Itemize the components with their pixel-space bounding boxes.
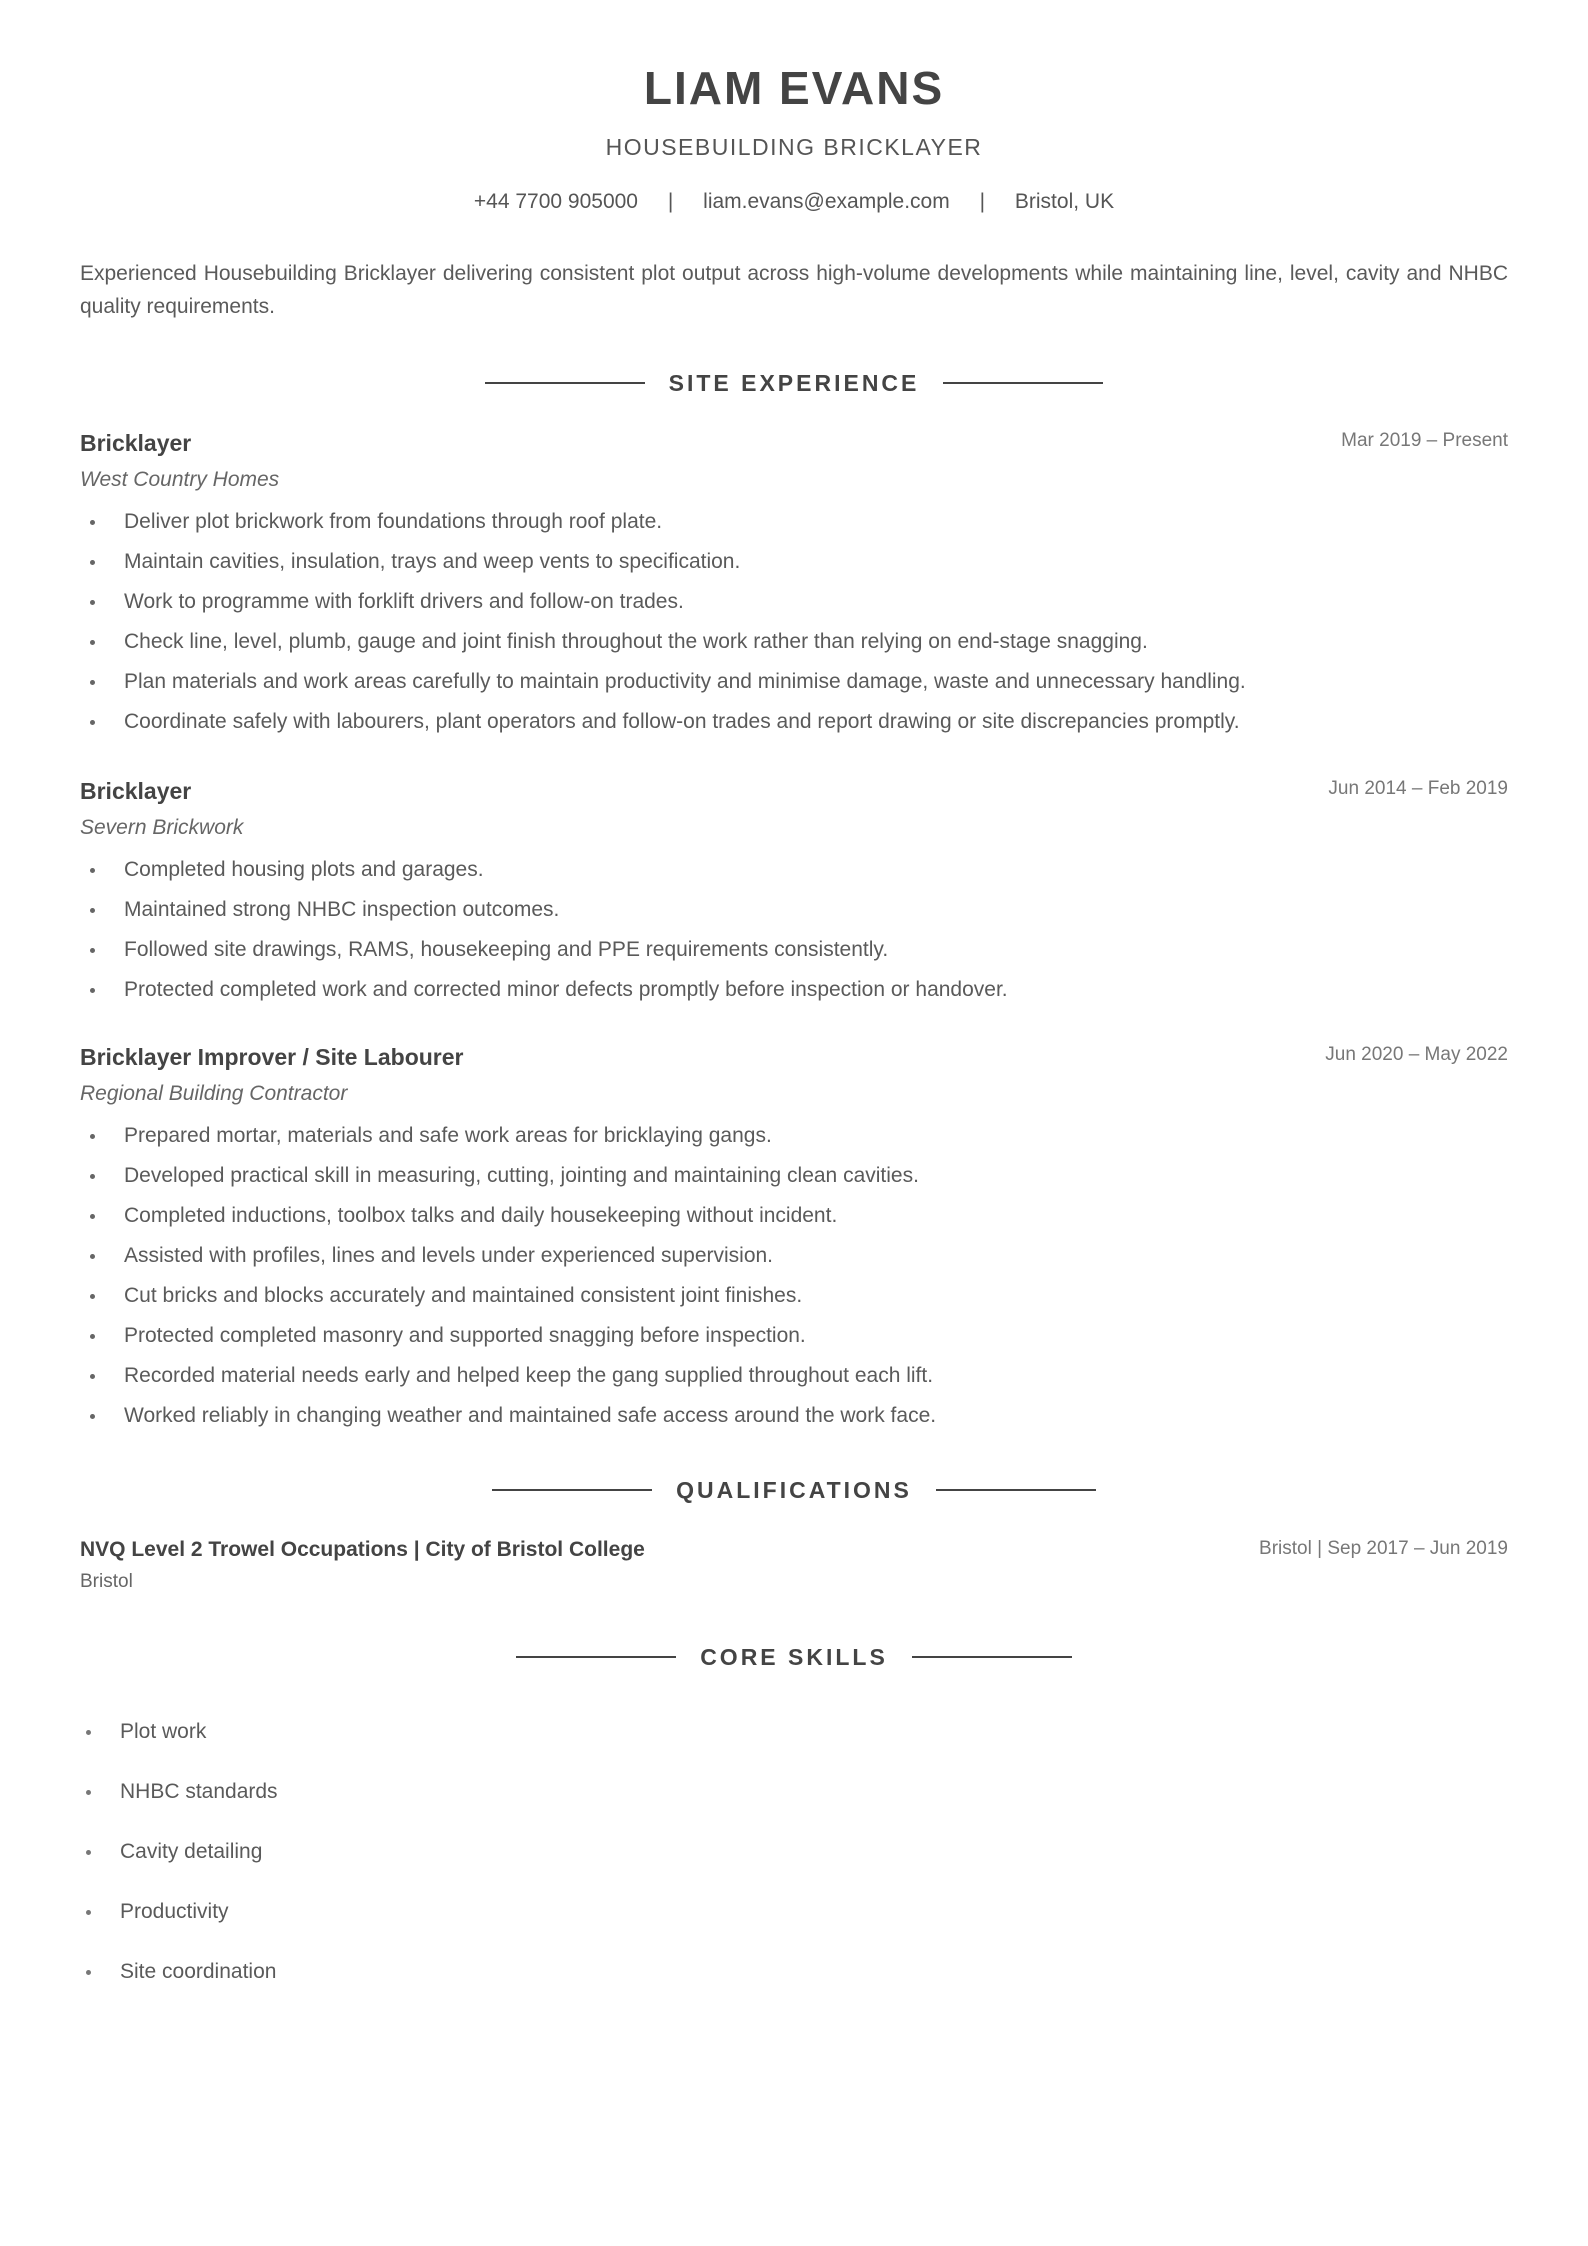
bullet-dot bbox=[90, 948, 95, 953]
heading-rule-right bbox=[936, 1489, 1096, 1491]
bullet-item bbox=[80, 502, 1508, 542]
bullet-item bbox=[80, 662, 1508, 702]
bullet-text: Maintained strong NHBC inspection outcomes. bbox=[124, 898, 560, 921]
job-entry bbox=[80, 426, 1508, 742]
skill-text: Site coordination bbox=[120, 1960, 277, 1983]
job-entry bbox=[80, 774, 1508, 1010]
candidate-title: HOUSEBUILDING BRICKLAYER bbox=[605, 134, 983, 160]
bullet-item bbox=[80, 1396, 1508, 1436]
bullet-item bbox=[80, 890, 1508, 930]
bullet-dot bbox=[90, 908, 95, 913]
bullet-text: Maintain cavities, insulation, trays and weep vents to specification. bbox=[124, 550, 741, 573]
contact-line bbox=[0, 188, 1588, 216]
skills-list bbox=[80, 1702, 278, 2002]
job-role: Bricklayer Improver / Site Labourer bbox=[80, 1044, 464, 1070]
bullet-text: Protected completed work and corrected minor defects promptly before inspection or handover. bbox=[124, 978, 1008, 1001]
bullet-dot bbox=[90, 1214, 95, 1219]
bullet-dot bbox=[86, 1970, 91, 1975]
bullet-text: Deliver plot brickwork from foundations through roof plate. bbox=[124, 510, 663, 533]
contact-location: Bristol, UK bbox=[1014, 190, 1115, 213]
job-bullets bbox=[80, 850, 1508, 1010]
skill-item bbox=[80, 1702, 278, 1762]
bullet-item bbox=[80, 1196, 1508, 1236]
job-dates: Jun 2014 – Feb 2019 bbox=[1328, 778, 1508, 799]
contact-separator: | bbox=[667, 190, 674, 213]
bullet-text: Protected completed masonry and supported snagging before inspection. bbox=[124, 1324, 806, 1347]
bullet-item bbox=[80, 970, 1508, 1010]
bullet-text: Plan materials and work areas carefully to maintain productivity and minimise damage, waste and unnecessary handling. bbox=[124, 670, 1246, 693]
job-dates: Mar 2019 – Present bbox=[1341, 430, 1508, 451]
bullet-item bbox=[80, 702, 1508, 742]
bullet-dot bbox=[90, 720, 95, 725]
heading-rule-left bbox=[492, 1489, 652, 1491]
bullet-text: Worked reliably in changing weather and maintained safe access around the work face. bbox=[124, 1404, 937, 1427]
skill-item bbox=[80, 1822, 278, 1882]
contact-email: liam.evans@example.com bbox=[703, 190, 950, 213]
bullet-dot bbox=[86, 1910, 91, 1915]
heading-rule-left bbox=[485, 382, 645, 384]
bullet-dot bbox=[90, 1134, 95, 1139]
bullet-text: Prepared mortar, materials and safe work areas for bricklaying gangs. bbox=[124, 1124, 772, 1147]
heading-rule-right bbox=[912, 1656, 1072, 1658]
job-header bbox=[80, 774, 1508, 808]
bullet-item bbox=[80, 850, 1508, 890]
bullet-dot bbox=[90, 1414, 95, 1419]
section-heading-label: SITE EXPERIENCE bbox=[668, 369, 920, 396]
bullet-text: Cut bricks and blocks accurately and maintained consistent joint finishes. bbox=[124, 1284, 803, 1307]
bullet-item bbox=[80, 1156, 1508, 1196]
professional-summary: Experienced Housebuilding Bricklayer delivering consistent plot output across high-volume developments while maintaining line, level, cavity and NHBC quality requirements. bbox=[80, 262, 1508, 318]
skill-item bbox=[80, 1762, 278, 1822]
heading-rule-left bbox=[516, 1656, 676, 1658]
bullet-item bbox=[80, 622, 1508, 662]
skill-text: Cavity detailing bbox=[120, 1840, 263, 1863]
section-heading-qualifications bbox=[0, 1473, 1588, 1507]
section-heading-label: QUALIFICATIONS bbox=[676, 1476, 912, 1503]
bullet-text: Completed inductions, toolbox talks and daily housekeeping without incident. bbox=[124, 1204, 838, 1227]
skill-text: Plot work bbox=[120, 1720, 207, 1743]
bullet-dot bbox=[86, 1730, 91, 1735]
bullet-text: Assisted with profiles, lines and levels under experienced supervision. bbox=[124, 1244, 774, 1267]
bullet-item bbox=[80, 1236, 1508, 1276]
bullet-text: Developed practical skill in measuring, cutting, jointing and maintaining clean cavities. bbox=[124, 1164, 919, 1187]
bullet-text: Work to programme with forklift drivers and follow-on trades. bbox=[124, 590, 684, 613]
bullet-dot bbox=[90, 560, 95, 565]
bullet-text: Completed housing plots and garages. bbox=[124, 858, 484, 881]
section-heading-label: CORE SKILLS bbox=[700, 1643, 888, 1670]
bullet-dot bbox=[90, 600, 95, 605]
skill-text: Productivity bbox=[120, 1900, 229, 1923]
bullet-dot bbox=[90, 680, 95, 685]
job-header bbox=[80, 426, 1508, 460]
bullet-dot bbox=[90, 1294, 95, 1299]
qualification-meta: Bristol | Sep 2017 – Jun 2019 bbox=[1259, 1538, 1508, 1559]
bullet-text: Check line, level, plumb, gauge and joint finish throughout the work rather than relying on end-stage snagging. bbox=[124, 630, 1148, 653]
contact-phone: +44 7700 905000 bbox=[473, 190, 638, 213]
bullet-dot bbox=[90, 988, 95, 993]
bullet-dot bbox=[90, 520, 95, 525]
bullet-text: Recorded material needs early and helped keep the gang supplied throughout each lift. bbox=[124, 1364, 934, 1387]
heading-rule-right bbox=[943, 382, 1103, 384]
bullet-dot bbox=[90, 1334, 95, 1339]
bullet-dot bbox=[90, 1174, 95, 1179]
qualification-location: Bristol bbox=[80, 1571, 133, 1592]
contact-separator: | bbox=[979, 190, 986, 213]
bullet-item bbox=[80, 542, 1508, 582]
section-heading-experience bbox=[0, 366, 1588, 400]
bullet-dot bbox=[90, 868, 95, 873]
bullet-dot bbox=[86, 1790, 91, 1795]
bullet-text: Followed site drawings, RAMS, housekeeping and PPE requirements consistently. bbox=[124, 938, 889, 961]
job-entry bbox=[80, 1040, 1508, 1436]
bullet-item bbox=[80, 1276, 1508, 1316]
candidate-name: LIAM EVANS bbox=[643, 62, 945, 114]
job-company: West Country Homes bbox=[80, 468, 280, 491]
skill-item bbox=[80, 1882, 278, 1942]
job-dates: Jun 2020 – May 2022 bbox=[1325, 1044, 1508, 1065]
bullet-item bbox=[80, 1116, 1508, 1156]
skill-text: NHBC standards bbox=[120, 1780, 278, 1803]
job-company: Severn Brickwork bbox=[80, 816, 244, 839]
bullet-dot bbox=[90, 640, 95, 645]
job-bullets bbox=[80, 1116, 1508, 1436]
bullet-item bbox=[80, 1316, 1508, 1356]
bullet-item bbox=[80, 930, 1508, 970]
job-role: Bricklayer bbox=[80, 778, 192, 804]
section-heading-skills bbox=[0, 1640, 1588, 1674]
bullet-dot bbox=[86, 1850, 91, 1855]
job-company: Regional Building Contractor bbox=[80, 1082, 348, 1105]
qualification-title: NVQ Level 2 Trowel Occupations | City of Bristol College bbox=[80, 1538, 645, 1561]
bullet-text: Coordinate safely with labourers, plant operators and follow-on trades and report drawing or site discrepancies promptly. bbox=[124, 710, 1240, 733]
bullet-item bbox=[80, 582, 1508, 622]
skill-item bbox=[80, 1942, 278, 2002]
bullet-dot bbox=[90, 1374, 95, 1379]
job-bullets bbox=[80, 502, 1508, 742]
bullet-item bbox=[80, 1356, 1508, 1396]
job-role: Bricklayer bbox=[80, 430, 192, 456]
bullet-dot bbox=[90, 1254, 95, 1259]
job-header bbox=[80, 1040, 1508, 1074]
